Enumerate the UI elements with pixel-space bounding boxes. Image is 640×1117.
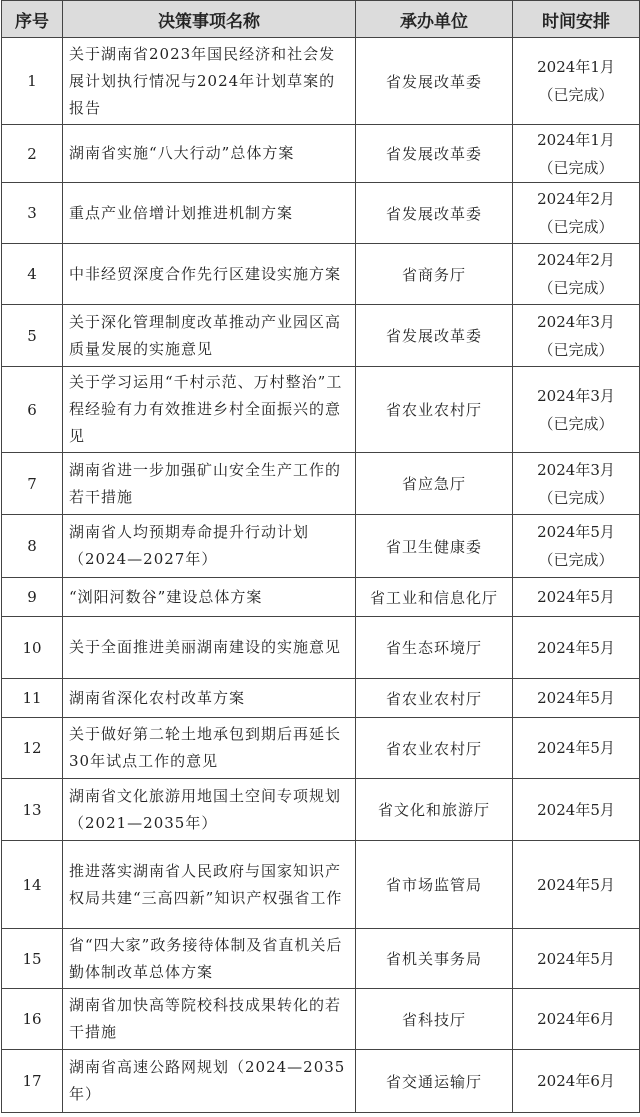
schedule-cell — [513, 453, 640, 515]
schedule-cell — [513, 183, 640, 244]
responsible-unit: 省生态环境厅 — [356, 617, 513, 679]
responsible-unit: 省农业农村厅 — [356, 367, 513, 453]
schedule-cell — [513, 125, 640, 183]
responsible-unit: 省交通运输厅 — [356, 1050, 513, 1113]
table-row — [2, 989, 640, 1050]
decision-item-name: 推进落实湖南省人民政府与国家知识产权局共建“三高四新”知识产权强省工作 — [63, 841, 356, 929]
row-number: 5 — [2, 305, 63, 367]
table-row — [2, 578, 640, 617]
schedule-cell — [513, 779, 640, 841]
row-number: 3 — [2, 183, 63, 244]
decision-item-name: 省“四大家”政务接待体制及省直机关后勤体制改革总体方案 — [63, 929, 356, 989]
completion-status: （已完成） — [538, 340, 614, 359]
responsible-unit: 省应急厅 — [356, 453, 513, 515]
responsible-unit: 省卫生健康委 — [356, 515, 513, 578]
responsible-unit: 省市场监管局 — [356, 841, 513, 929]
decision-items-table — [1, 0, 640, 1113]
schedule-cell — [513, 367, 640, 453]
decision-item-name: 湖南省人均预期寿命提升行动计划（2024—2027年） — [63, 515, 356, 578]
schedule-cell — [513, 244, 640, 305]
schedule-date: 2024年5月 — [537, 638, 615, 657]
schedule-date: 2024年2月 — [537, 251, 615, 269]
completion-status: （已完成） — [538, 158, 614, 177]
schedule-cell — [513, 989, 640, 1050]
schedule-cell — [513, 718, 640, 779]
schedule-cell — [513, 578, 640, 617]
decision-item-name: “浏阳河数谷”建设总体方案 — [63, 578, 356, 617]
schedule-cell — [513, 679, 640, 718]
row-number: 13 — [2, 779, 63, 841]
table-row — [2, 125, 640, 183]
responsible-unit: 省发展改革委 — [356, 305, 513, 367]
decision-item-name: 湖南省进一步加强矿山安全生产工作的若干措施 — [63, 453, 356, 515]
row-number: 10 — [2, 617, 63, 679]
schedule-cell — [513, 305, 640, 367]
schedule-date: 2024年5月 — [537, 523, 615, 541]
table-row — [2, 929, 640, 989]
header-item: 决策事项名称 — [63, 1, 356, 38]
table-row — [2, 718, 640, 779]
decision-item-name: 湖南省深化农村改革方案 — [63, 679, 356, 718]
responsible-unit: 省发展改革委 — [356, 38, 513, 125]
decision-item-name: 关于深化管理制度改革推动产业园区高质量发展的实施意见 — [63, 305, 356, 367]
schedule-cell — [513, 1050, 640, 1113]
row-number: 7 — [2, 453, 63, 515]
schedule-cell — [513, 617, 640, 679]
schedule-date: 2024年1月 — [537, 58, 615, 76]
completion-status: （已完成） — [538, 551, 614, 569]
table-row — [2, 617, 640, 679]
row-number: 9 — [2, 578, 63, 617]
row-number: 4 — [2, 244, 63, 305]
decision-item-name: 关于学习运用“千村示范、万村整治”工程经验有力有效推进乡村全面振兴的意见 — [63, 367, 356, 453]
responsible-unit: 省科技厅 — [356, 989, 513, 1050]
responsible-unit: 省农业农村厅 — [356, 679, 513, 718]
table-row — [2, 305, 640, 367]
responsible-unit: 省发展改革委 — [356, 125, 513, 183]
completion-status: （已完成） — [538, 86, 614, 104]
table-row — [2, 779, 640, 841]
completion-status: （已完成） — [538, 414, 614, 433]
schedule-date: 2024年5月 — [537, 800, 615, 819]
decision-item-name: 湖南省高速公路网规划（2024—2035年） — [63, 1050, 356, 1113]
schedule-date: 2024年3月 — [537, 312, 615, 331]
table-row — [2, 841, 640, 929]
table-row — [2, 367, 640, 453]
schedule-date: 2024年5月 — [537, 875, 615, 894]
schedule-date: 2024年6月 — [537, 1072, 615, 1090]
row-number: 17 — [2, 1050, 63, 1113]
schedule-date: 2024年6月 — [537, 1010, 615, 1028]
header-no: 序号 — [2, 1, 63, 38]
decision-item-name: 关于全面推进美丽湖南建设的实施意见 — [63, 617, 356, 679]
responsible-unit: 省农业农村厅 — [356, 718, 513, 779]
table-row — [2, 515, 640, 578]
header-time: 时间安排 — [513, 1, 640, 38]
responsible-unit: 省机关事务局 — [356, 929, 513, 989]
table-header-row — [2, 1, 640, 38]
table-row — [2, 38, 640, 125]
schedule-cell — [513, 38, 640, 125]
decision-item-name: 湖南省实施“八大行动”总体方案 — [63, 125, 356, 183]
schedule-date: 2024年5月 — [537, 739, 615, 757]
table-row — [2, 244, 640, 305]
schedule-cell — [513, 929, 640, 989]
table-row — [2, 1050, 640, 1113]
table-row — [2, 453, 640, 515]
decision-item-name: 中非经贸深度合作先行区建设实施方案 — [63, 244, 356, 305]
responsible-unit: 省发展改革委 — [356, 183, 513, 244]
schedule-cell — [513, 841, 640, 929]
decision-item-name: 关于湖南省2023年国民经济和社会发展计划执行情况与2024年计划草案的报告 — [63, 38, 356, 125]
row-number: 15 — [2, 929, 63, 989]
row-number: 14 — [2, 841, 63, 929]
row-number: 16 — [2, 989, 63, 1050]
schedule-date: 2024年3月 — [537, 386, 615, 405]
responsible-unit: 省工业和信息化厅 — [356, 578, 513, 617]
row-number: 1 — [2, 38, 63, 125]
responsible-unit: 省商务厅 — [356, 244, 513, 305]
schedule-date: 2024年2月 — [537, 190, 615, 208]
header-org: 承办单位 — [356, 1, 513, 38]
completion-status: （已完成） — [538, 218, 614, 236]
row-number: 11 — [2, 679, 63, 718]
schedule-cell — [513, 515, 640, 578]
schedule-date: 2024年3月 — [537, 460, 615, 479]
row-number: 8 — [2, 515, 63, 578]
schedule-date: 2024年5月 — [537, 588, 615, 606]
schedule-date: 2024年5月 — [537, 689, 615, 707]
decision-item-name: 重点产业倍增计划推进机制方案 — [63, 183, 356, 244]
completion-status: （已完成） — [538, 279, 614, 297]
row-number: 12 — [2, 718, 63, 779]
row-number: 2 — [2, 125, 63, 183]
table-row — [2, 679, 640, 718]
schedule-date: 2024年5月 — [537, 949, 615, 968]
schedule-date: 2024年1月 — [537, 130, 615, 149]
decision-item-name: 关于做好第二轮土地承包到期后再延长30年试点工作的意见 — [63, 718, 356, 779]
row-number: 6 — [2, 367, 63, 453]
table-row — [2, 183, 640, 244]
decision-item-name: 湖南省加快高等院校科技成果转化的若干措施 — [63, 989, 356, 1050]
responsible-unit: 省文化和旅游厅 — [356, 779, 513, 841]
decision-item-name: 湖南省文化旅游用地国土空间专项规划（2021—2035年） — [63, 779, 356, 841]
completion-status: （已完成） — [538, 488, 614, 507]
